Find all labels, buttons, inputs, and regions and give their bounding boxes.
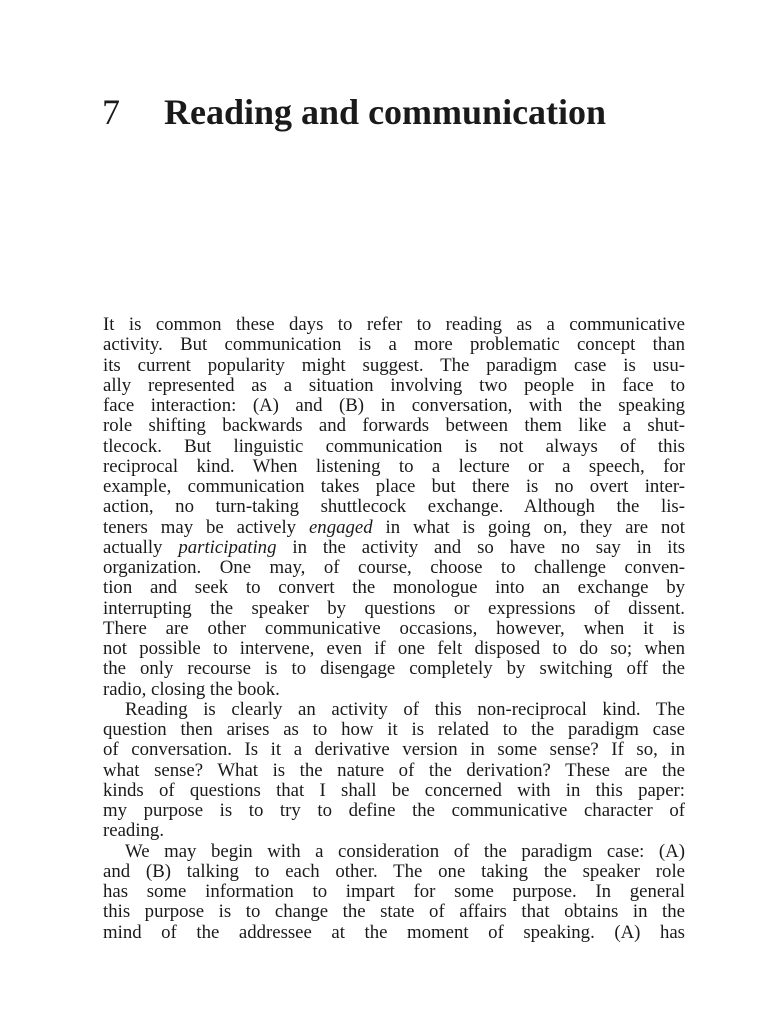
- text-line: has some information to impart for some purpose. In general: [103, 882, 685, 902]
- text-line: organization. One may, of course, choose to challenge conven-: [103, 558, 685, 578]
- text-line: and (B) talking to each other. The one taking the speaker role: [103, 861, 685, 882]
- text-line: question then arises as to how it is related to the paradigm case: [103, 720, 685, 740]
- text-line: this purpose is to change the state of affairs that obtains in the: [103, 902, 685, 923]
- chapter-heading: [102, 92, 606, 132]
- text-line: activity. But communication is a more problematic concept than: [103, 335, 685, 356]
- text-line: of conversation. Is it a derivative version in some sense? If so, in: [103, 740, 685, 761]
- text-line: what sense? What is the nature of the derivation? These are the: [103, 760, 685, 781]
- text-line: It is common these days to refer to reading as a communicative: [103, 315, 685, 335]
- text-line: kinds of questions that I shall be concerned with in this paper:: [103, 780, 685, 801]
- text-line: tlecock. But linguistic communication is not always of this: [103, 436, 685, 457]
- text-line: tion and seek to convert the monologue into an exchange by: [103, 578, 685, 599]
- italic-term-participating: participating: [178, 537, 277, 558]
- text-line: ally represented as a situation involving two people in face to: [103, 375, 685, 396]
- text-run: teners may be actively: [103, 517, 309, 538]
- text-line: face interaction: (A) and (B) in conversation, with the speaking: [103, 396, 685, 416]
- text-line: its current popularity might suggest. The paradigm case is usu-: [103, 355, 685, 376]
- text-line: radio, closing the book.: [103, 679, 280, 700]
- body-text: [103, 315, 685, 943]
- text-run: actually: [103, 537, 179, 558]
- text-line: example, communication takes place but there is no overt inter-: [103, 477, 685, 497]
- text-line: [103, 538, 685, 558]
- italic-term-engaged: engaged: [308, 517, 373, 538]
- text-line: We may begin with a consideration of the paradigm case: (A): [125, 841, 685, 862]
- text-line: [103, 518, 685, 538]
- text-line: reading.: [103, 821, 165, 842]
- chapter-title: Reading and communication: [164, 92, 607, 132]
- text-line: role shifting backwards and forwards between them like a shut-: [103, 416, 685, 437]
- text-line: There are other communicative occasions, however, when it is: [103, 618, 685, 639]
- text-line: mind of the addressee at the moment of speaking. (A) has: [103, 922, 685, 943]
- text-run: in what is going on, they are not: [372, 517, 685, 538]
- chapter-number: 7: [102, 92, 120, 132]
- text-line: reciprocal kind. When listening to a lecture or a speech, for: [103, 456, 685, 477]
- text-run: in the activity and so have no say in its: [276, 537, 685, 558]
- text-line: the only recourse is to disengage completely by switching off the: [103, 659, 685, 680]
- text-line: action, no turn-taking shuttlecock exchange. Although the lis-: [103, 497, 685, 518]
- text-line: my purpose is to try to define the communicative character of: [103, 801, 685, 821]
- text-line: interrupting the speaker by questions or expressions of dissent.: [103, 598, 685, 619]
- text-line: not possible to intervene, even if one felt disposed to do so; when: [103, 639, 685, 659]
- text-line: Reading is clearly an activity of this non-reciprocal kind. The: [125, 699, 685, 720]
